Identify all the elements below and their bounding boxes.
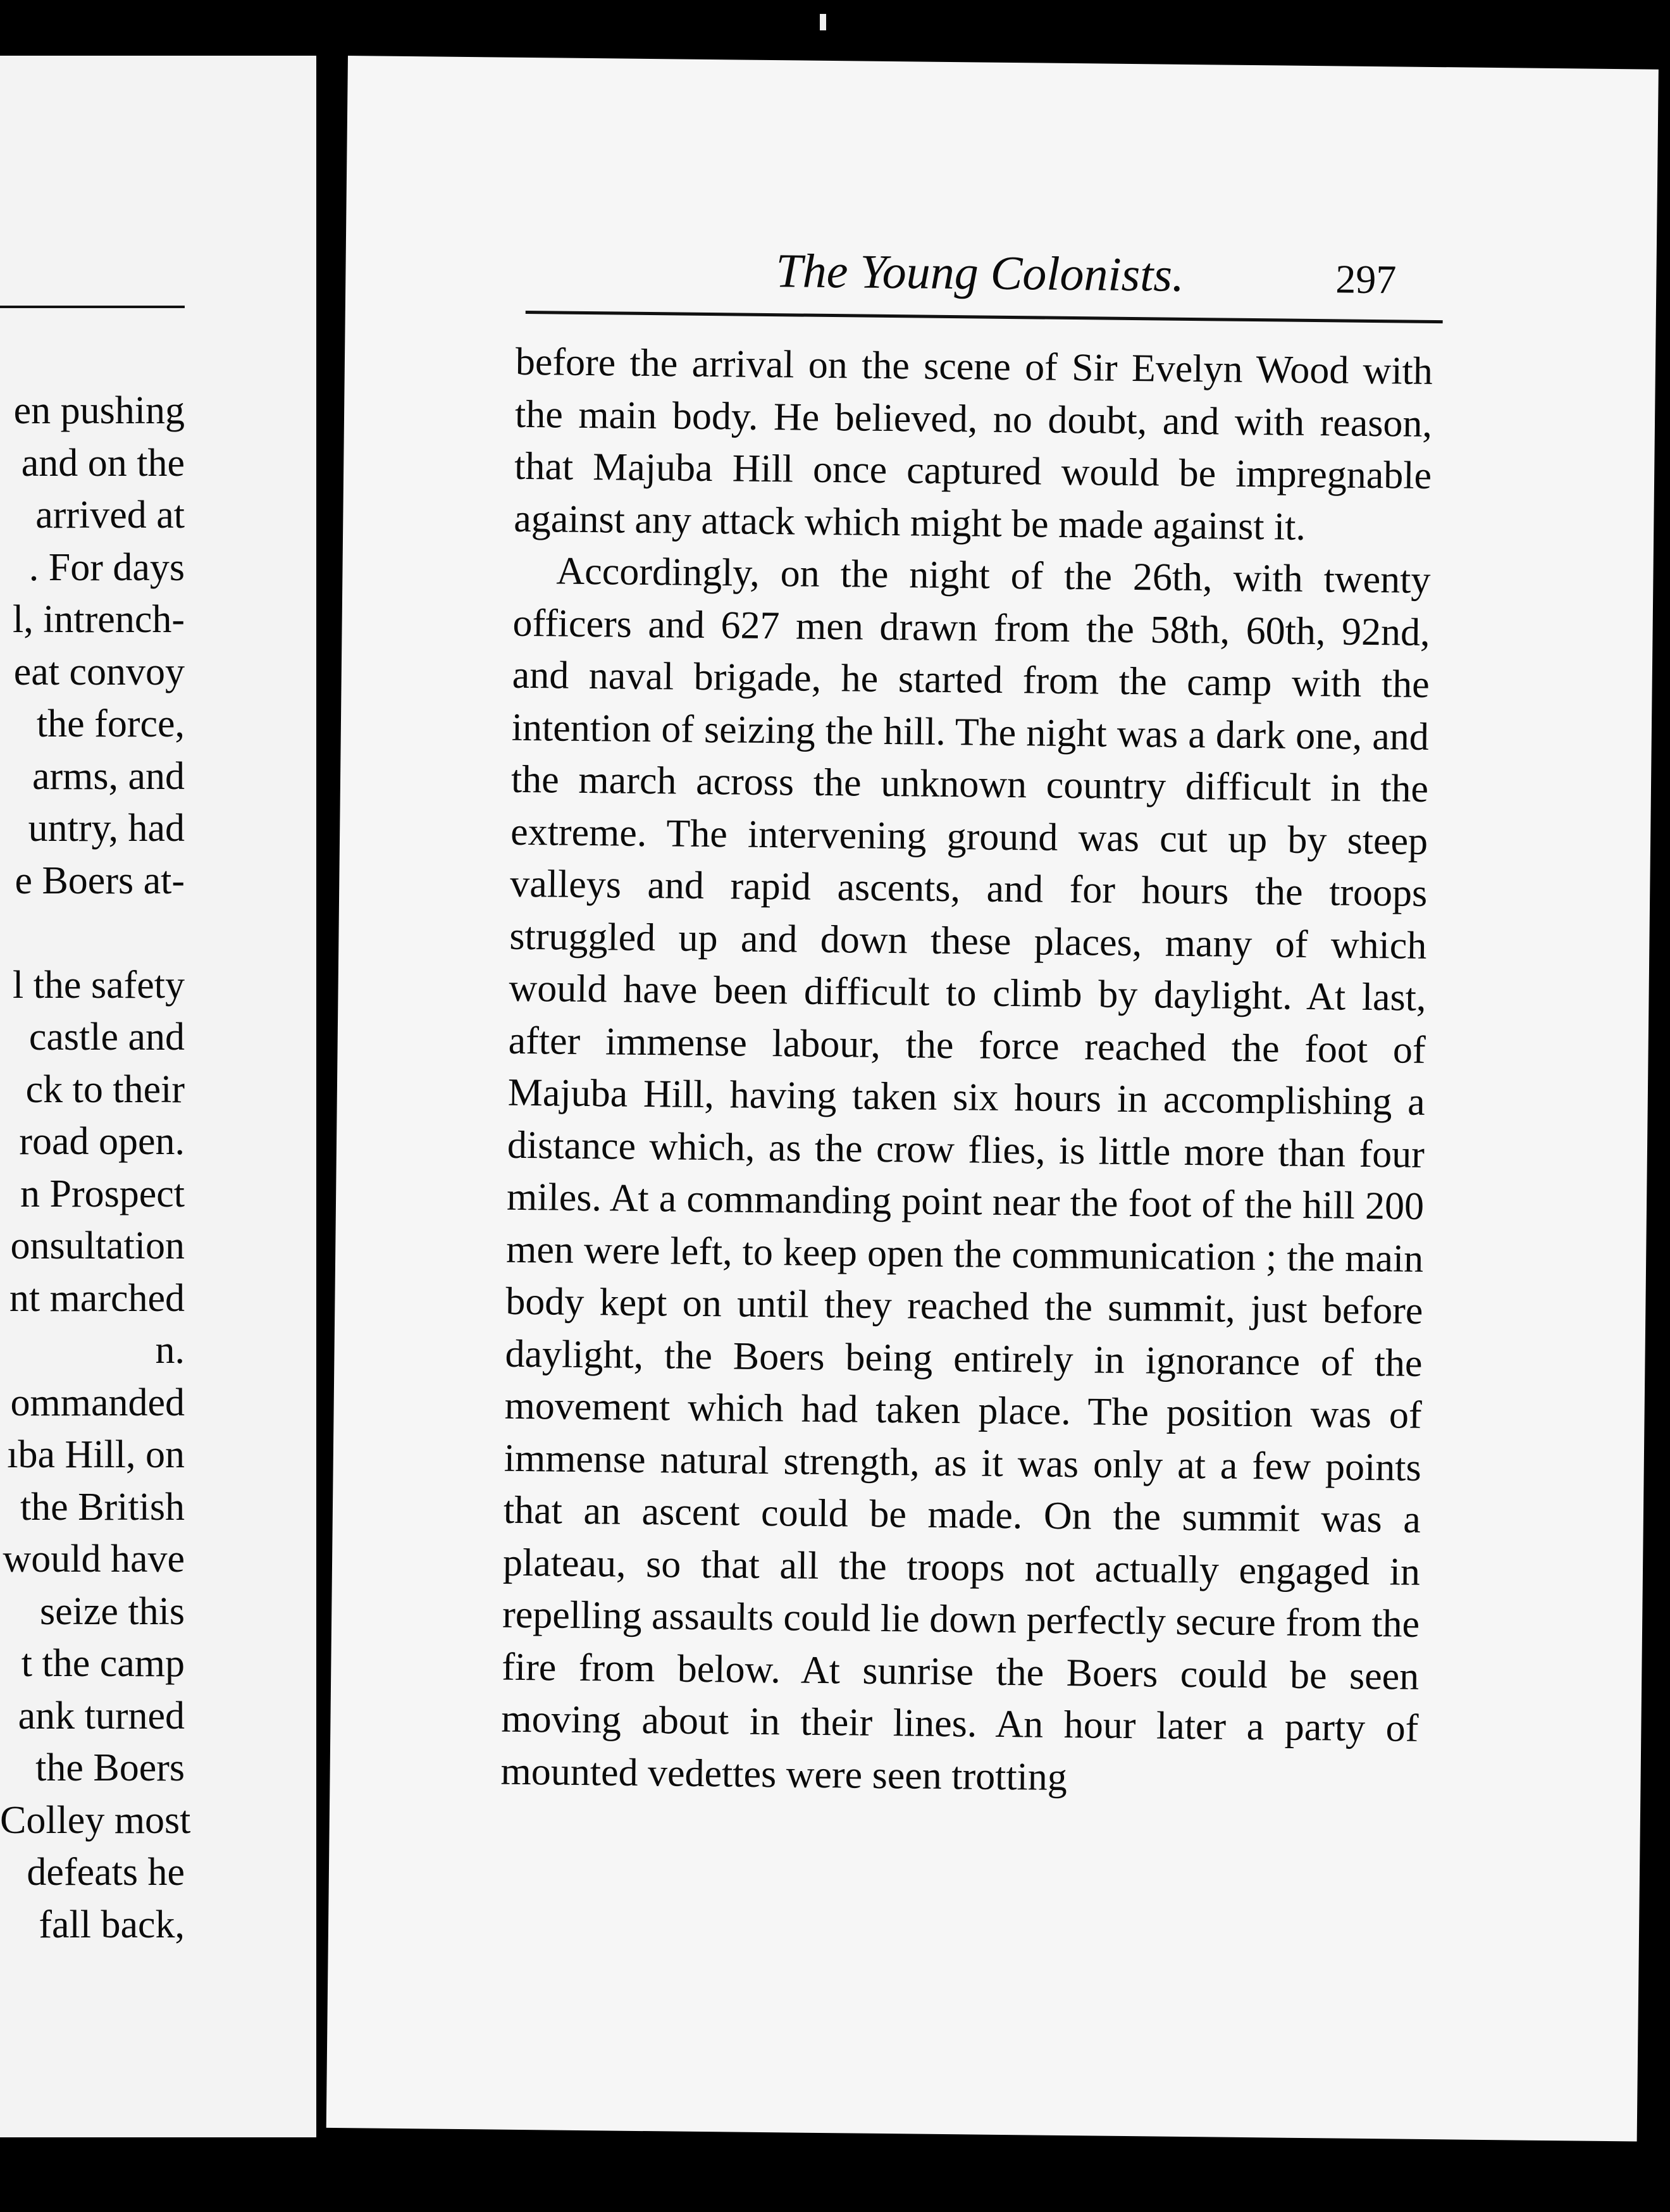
left-page-line: [0, 907, 185, 959]
paragraph-1: before the arrival on the scene of Sir Evelyn Wood with the main body. He believed, no doubt, and with reason, that Majuba Hill once captured would be impregnable against any attack which might be made against it.: [514, 340, 1433, 549]
left-page-line: arrived at: [35, 494, 185, 537]
left-page-line: . For days: [28, 545, 185, 589]
left-page-text: [0, 385, 191, 1951]
left-page-line: arms, and: [32, 754, 185, 798]
left-page-line: the Boers: [35, 1746, 185, 1789]
header-rule: [526, 311, 1443, 323]
left-page-line: defeats he: [27, 1851, 185, 1894]
left-page-line: en pushing: [13, 389, 185, 432]
left-page-line: nt marched: [9, 1276, 185, 1320]
left-page-line: e Boers at-: [15, 859, 185, 902]
left-page-line: castle and: [28, 1016, 185, 1059]
left-page-line: fall back,: [39, 1903, 185, 1946]
left-page-line: the force,: [36, 702, 185, 745]
running-head: The Young Colonists.: [776, 244, 1185, 302]
left-page-line: the British: [20, 1485, 185, 1529]
left-page-line: l the safety: [12, 963, 185, 1007]
left-page-line: untry, had: [28, 807, 185, 850]
left-page-line: l, intrench-: [12, 598, 185, 641]
left-page-line: eat convoy: [13, 650, 185, 693]
left-page-line: ank turned: [18, 1694, 185, 1737]
scan-speck: [820, 14, 826, 30]
paragraph-2: Accordingly, on the night of the 26th, with twenty officers and 627 men drawn from the 58th, 60th, 92nd, and naval brigade, he started from the camp with the intention of seizing the hill. The night was a dark one, and the march across the unknown country difficult in the extreme. The intervening ground was cut up by steep valleys and rapid ascents, and for hours the troops struggled up and down these places, many of which would have been difficult to climb by daylight. At last, after immense labour, the force reached the foot of Majuba Hill, having taken six hours in accomplishing a distance which, as the crow flies, is little more than four miles. At a commanding point near the foot of the hill 200 men were left, to keep open the communication ; the main body kept on until they reached the summit, just before daylight, the Boers being entirely in ignorance of the movement which had taken place. The position was of immense natural strength, as it was only at a few points that an ascent could be made. On the summit was a plateau, so that all the troops not actually engaged in repelling assaults could lie down perfectly secure from the fire from below. At sunrise the Boers could be seen moving about in their lines. An hour later a party of mounted vedettes were seen trotting: [500, 549, 1431, 1799]
left-page-line: onsultation: [10, 1224, 185, 1267]
page-number: 297: [1335, 256, 1397, 302]
body-text: [500, 336, 1433, 1807]
left-page-line: n Prospect: [20, 1172, 185, 1215]
left-page-line: ıba Hill, on: [7, 1433, 185, 1476]
left-page-line: n.: [155, 1329, 185, 1372]
left-page-line: would have: [3, 1538, 185, 1581]
left-page-line: ommanded: [10, 1381, 185, 1424]
left-page-line: ck to their: [25, 1067, 185, 1111]
left-page-line: road open.: [19, 1120, 185, 1163]
left-page-line: Colley most: [0, 1798, 191, 1842]
left-page-line: seize this: [40, 1589, 185, 1633]
right-page: [326, 56, 1659, 2142]
left-page-line: t the camp: [21, 1642, 185, 1685]
left-page-line: and on the: [21, 441, 185, 485]
left-header-rule: [0, 306, 185, 308]
left-facing-page: [0, 56, 316, 2137]
